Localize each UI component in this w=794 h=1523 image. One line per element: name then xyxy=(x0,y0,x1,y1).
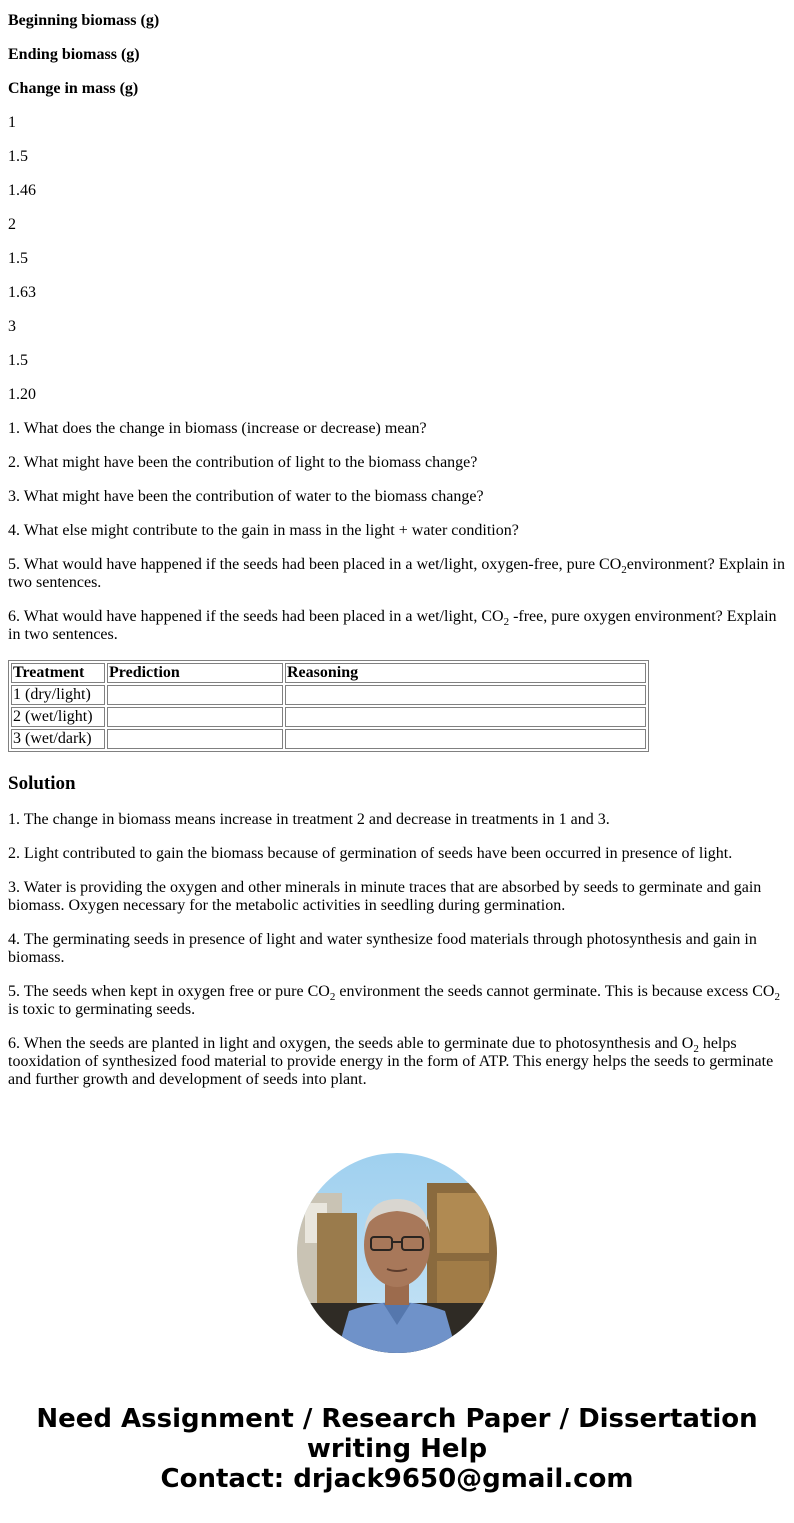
question-6: 6. What would have happened if the seeds had been placed in a wet/light, $CO_2$ -free, pure oxygen environment? Explain in two sentences. xyxy=(8,608,777,643)
table-cell xyxy=(285,685,646,705)
table-cell xyxy=(285,707,646,727)
table-cell: 3 (wet/dark) xyxy=(11,729,105,749)
table-cell: 1 (dry/light) xyxy=(11,685,105,705)
value-item: 1.63 xyxy=(8,284,36,301)
table-header-row xyxy=(11,663,646,683)
table-cell: 2 (wet/light) xyxy=(11,707,105,727)
value-item: 1.5 xyxy=(8,250,28,267)
question-4: 4. What else might contribute to the gain in mass in the light + water condition? xyxy=(8,522,519,539)
value-item: 2 xyxy=(8,216,16,233)
table-header-cell: Prediction xyxy=(107,663,283,683)
change-in-mass-heading: Change in mass (g) xyxy=(8,80,139,97)
table-header-cell: Reasoning xyxy=(285,663,646,683)
answer-6: 6. When the seeds are planted in light and oxygen, the seeds able to germinate due to photosynthesis and $O_2$ helps tooxidation of synthesized food material to provide energy in the form of ATP. This energy helps the seeds to germinate and further growth and development of seeds into plant. xyxy=(8,1035,774,1088)
table-cell xyxy=(107,685,283,705)
promo-line-1: Need Assignment / Research Paper / Dissertation xyxy=(36,1404,758,1434)
ending-biomass-heading: Ending biomass (g) xyxy=(8,46,140,63)
question-2: 2. What might have been the contribution of light to the biomass change? xyxy=(8,454,478,471)
table-cell xyxy=(107,707,283,727)
answer-1: 1. The change in biomass means increase in treatment 2 and decrease in treatments in 1 and 3. xyxy=(8,811,610,828)
table-row xyxy=(11,685,646,705)
answer-2: 2. Light contributed to gain the biomass because of germination of seeds have been occurred in presence of light. xyxy=(8,845,733,862)
value-item: 1 xyxy=(8,114,16,131)
question-5: 5. What would have happened if the seeds had been placed in a wet/light, oxygen-free, pure $CO_2environment$? Explain in two sentences. xyxy=(8,556,785,591)
beginning-biomass-heading: Beginning biomass (g) xyxy=(8,12,160,29)
answer-3: 3. Water is providing the oxygen and other minerals in minute traces that are absorbed by seeds to germinate and gain biomass. Oxygen necessary for the metabolic activities in seedling during germination. xyxy=(8,879,762,914)
table-cell xyxy=(285,729,646,749)
answer-4: 4. The germinating seeds in presence of light and water synthesize food materials through photosynthesis and gain in biomass. xyxy=(8,931,757,966)
author-portrait-icon xyxy=(297,1153,497,1353)
value-item: 3 xyxy=(8,318,16,335)
value-item: 1.5 xyxy=(8,148,28,165)
promo-line-2: writing Help xyxy=(306,1434,488,1464)
value-item: 1.5 xyxy=(8,352,28,369)
table-header-cell: Treatment xyxy=(11,663,105,683)
author-avatar xyxy=(297,1153,497,1353)
answer-5: 5. The seeds when kept in oxygen free or pure $CO_2$ environment the seeds cannot germinate. This is because excess $CO_2$ is toxic to germinating seeds. xyxy=(8,983,780,1018)
prediction-table xyxy=(8,660,649,752)
table-cell xyxy=(107,729,283,749)
value-item: 1.46 xyxy=(8,182,36,199)
table-row xyxy=(11,707,646,727)
question-1: 1. What does the change in biomass (increase or decrease) mean? xyxy=(8,420,427,437)
solution-heading: Solution xyxy=(8,773,76,794)
promo-contact: Contact: drjack9650@gmail.com xyxy=(160,1464,634,1494)
value-item: 1.20 xyxy=(8,386,36,403)
question-3: 3. What might have been the contribution of water to the biomass change? xyxy=(8,488,484,505)
document-body xyxy=(8,0,786,1089)
promo-banner xyxy=(0,1404,794,1494)
table-row xyxy=(11,729,646,749)
